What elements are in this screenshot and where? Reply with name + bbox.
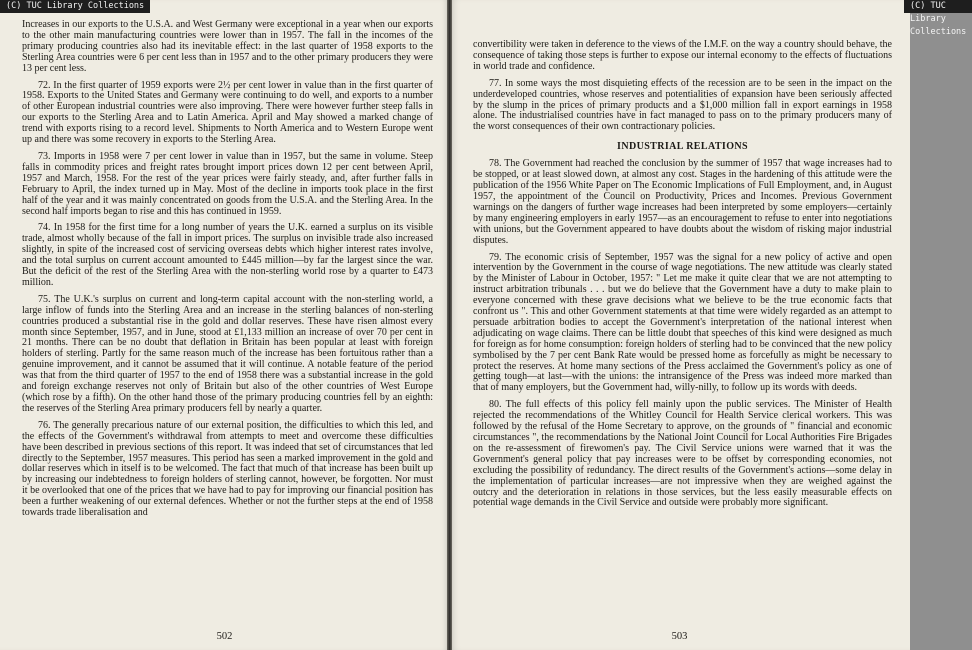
page-number-right: 503	[671, 631, 688, 642]
paragraph-75: 75. The U.K.'s surplus on current and long-term capital account with the non-sterling world, a large inflow of funds into the Sterling Area and an increase in the sterling balances of non-sterling countries produced a substantial rise in the gold and dollar reserves. These have risen almost every month since September, 1957, and in June, stood at £1,133 million an increase of over 70 per cent in 21 months. There can be no doubt that deflation in Britain has been popular at least with foreign holders of sterling. Partly for the same reason much of the increase has been fortuitous rather than a genuine improvement, and it cannot be assumed that it will continue. A notable feature of the period was that from the third quarter of 1957 to the end of 1958 there was a substantial increase in the gold and foreign exchange reserves not only of Britain but also of the other countries of West Europe (which rose by a fifth). On the other hand those of the primary producing countries fell by an eighth: the reserves of the Sterling Area primary producers fell by nearly a quarter.	[22, 293, 433, 414]
section-heading: INDUSTRIAL RELATIONS	[617, 141, 748, 153]
paragraph-78: 78. The Government had reached the conclusion by the summer of 1957 that wage increases had to be stopped, or at least slowed down, at almost any cost. Stages in the hardening of this attitude were the publication of the 1956 White Paper on The Economic Implications of Full Employment, and, in August 1957, the appointment of the Council on Productivity, Prices and Incomes. Previous Government warnings on the dangers of further wage increases had been interpreted by some employers—certainly by many engineering employers in early 1957—as an encouragement to refuse to enter into negotiations with unions, but the Government appeared to have doubts about the wisdom of risking major industrial disputes.	[473, 158, 892, 246]
paragraph-80: 80. The full effects of this policy fell mainly upon the public services. The Minister of Health rejected the recommendations of the Whitley Council for Health Service clerical workers. This was followed by the refusal of the Home Secretary to approve, on the grounds of " financial and economic circumstances ", the recommendations by the National Joint Council for Local Authorities Fire Brigades on the re-assessment of firewomen's pay. The Civil Service unions were warned that it was the Government's general policy that pay increases were to be offset by corresponding economies, not excluding the possibility of redundancy. The direct results of the Government's actions—some delay in the implementation of particular increases—are not impressive when they are weighed against the outcry and the deterioration in relations in those services, but the less easily measurable effects on potential wage demands in the Civil Service and outside were probably more significant.	[473, 399, 892, 509]
right-page	[449, 0, 967, 650]
paragraph-72: 72. In the first quarter of 1959 exports were 2½ per cent lower in value than in the first quarter of 1958. Exports to the United States and Germany were continuing to do well, and exports to a number of other European industrial countries were also improving. There were however further steep falls in our exports to the Sterling Area and to Latin America. April and May showed a marked change of trend with exports rising to a record level. Shipments to North America and to Western Europe went up and there was some recovery in exports to the Sterling Area.	[22, 79, 433, 146]
copyright-watermark-right: (C) TUC Library Collections	[904, 0, 972, 13]
book-gutter	[447, 0, 452, 650]
copyright-watermark-left: (C) TUC Library Collections	[0, 0, 150, 13]
paragraph-continued: Increases in our exports to the U.S.A. and West Germany were exceptional in a year when our exports to the other main manufacturing countries were lower than in 1957. The fall in the incomes of the primary producing countries also had its inevitable effect: in the last quarter of 1958 exports to the Sterling Area countries were 6 per cent less than in 1957 and to the other primary producers they were 13 per cent less.	[22, 19, 433, 74]
left-page	[0, 0, 449, 650]
paragraph-76: 76. The generally precarious nature of our external position, the difficulties to which this led, and the effects of the Government's withdrawal from attempts to meet and overcome these difficulties have been described in previous sections of this report. It was indeed that set of circumstances that led directly to the September, 1957 measures. This period has seen a marked improvement in the gold and dollar reserves which in itself is to be welcomed. The fact that much of that increase has been built up by increasing our indebtedness to foreign holders of sterling cannot, however, be forgotten. Nor must it be overlooked that one of the prices that we have had to pay for improving our financial position has been a further weakening of our external defences. Whether or not the further steps at the end of 1958 towards trade liberalisation and	[22, 419, 433, 519]
paragraph-79: 79. The economic crisis of September, 1957 was the signal for a new policy of active and open intervention by the Government in the course of wage negotiations. The new attitude was clearly stated by the Minister of Labour in October, 1957: " Let me make it quite clear that we are not attempting to instruct arbitration tribunals . . . but we do believe that the Government have a duty to make plain to everyone concerned with these grave decisions what we believe to be the true economic facts that confront us ". This and other Government statements at that time were widely regarded as an attempt to persuade arbitration bodies to accept the Government's interpretation of the national interest when adjudicating on wage claims. There can be little doubt that speeches of this kind were designed as much for foreign as for home consumption: foreign holders of sterling had to be convinced that the new policy symbolised by the 7 per cent Bank Rate would be pressed home as forcefully as might be necessary to protect the reserves. At home many sections of the Press acclaimed the Government's policy as one of getting tough—at last—with the unions: the intransigence of the Press was indeed more marked than that of many employers, but the Government had, willy-nilly, to follow up its words with deeds.	[473, 251, 892, 394]
page-number-left: 502	[216, 631, 233, 642]
paragraph-continued-right: convertibility were taken in deference to the views of the I.M.F. on the way a country should behave, the consequence of taking those steps is further to expose our internal economy to the effects of fluctuations in world trade and confidence.	[473, 39, 892, 72]
paragraph-73: 73. Imports in 1958 were 7 per cent lower in value than in 1957, but the same in volume. Steep falls in commodity prices and freight rates brought import prices down 12 per cent between April, 1957 and March, 1958. For the rest of the year prices were fairly steady, and, after further falls in February to April, the index turned up in May. Most of the decline in imports took place in the first half of the year and it was mainly concentrated on goods from the U.S.A. and the Sterling Area. In the second half imports began to rise and this has continued in 1959.	[22, 150, 433, 217]
paragraph-77: 77. In some ways the most disquieting effects of the recession are to be seen in the impact on the underdeveloped countries, whose reserves and potentialities of expansion have been seriously affected by the slump in the prices of primary products and a $1,000 million fall in export earnings in 1958 alone. The industrialised countries have in fact managed to pass on to the primary producers many of the worst consequences of their own contractionary policies.	[473, 77, 892, 133]
paragraph-74: 74. In 1958 for the first time for a long number of years the U.K. earned a surplus on its visible trade, almost wholly because of the fall in import prices. The surplus on invisible trade also increased slightly, in spite of the increased cost of servicing overseas debts which higher interest rates involve, and the total surplus on current account amounted to £445 million—by far the largest since the war. But the deficit of the rest of the Sterling Area with the non-sterling world rose by a quarter to £473 million.	[22, 222, 433, 288]
